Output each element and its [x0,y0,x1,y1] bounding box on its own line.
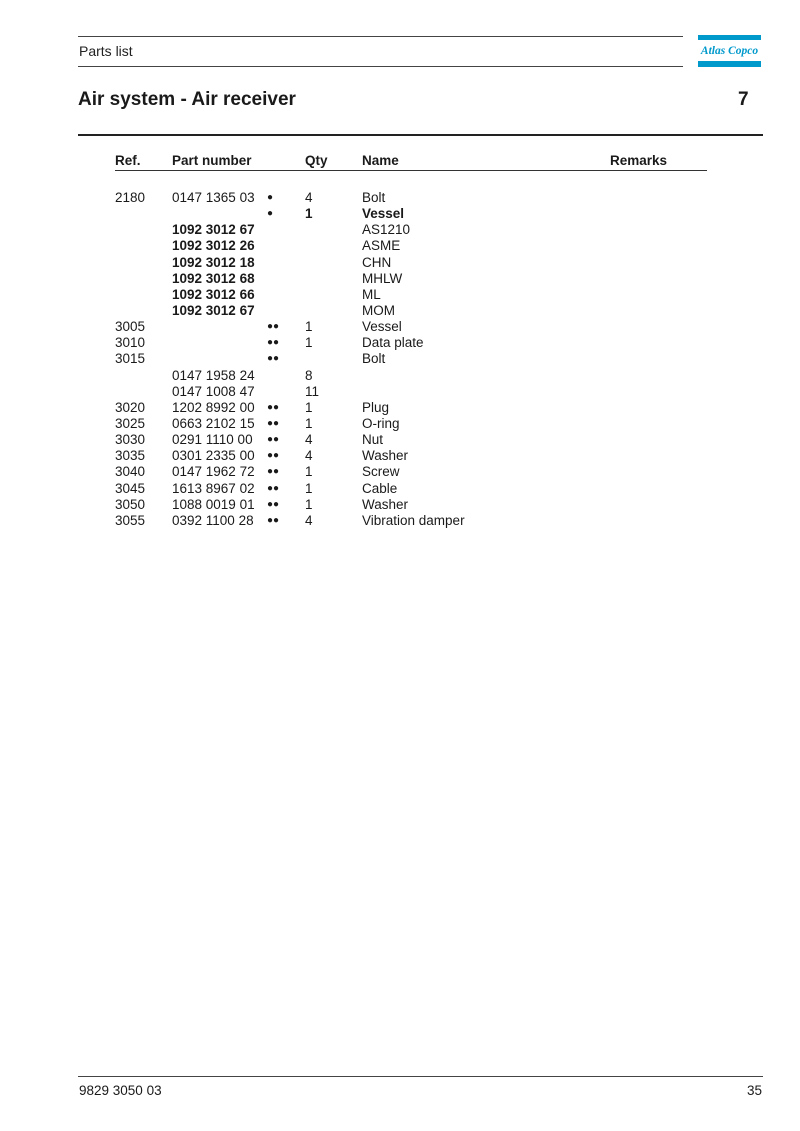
ref-cell: 3020 [115,399,146,415]
level-marker: ● [267,208,274,220]
level-marker: ● [267,192,274,203]
table-row [115,432,707,448]
name-cell: Washer [362,496,409,512]
name-cell: Nut [362,432,384,448]
name-cell: Bolt [362,190,386,205]
qty-cell: 1 [305,480,313,496]
page-title: Air system - Air receiver [78,89,296,110]
table-row [115,400,707,416]
level-marker: ●● [267,417,280,429]
part-number-cell: 1613 8967 02 [172,480,255,496]
level-marker: ●● [267,498,280,510]
qty-cell: 8 [305,367,313,383]
name-cell: Vibration damper [362,512,465,528]
table-header [115,153,707,171]
part-number-cell: 0392 1100 28 [172,512,254,528]
table-row [115,513,707,529]
page-number: 35 [746,1083,762,1098]
name-cell: Screw [362,464,400,480]
qty-cell: 4 [305,448,313,464]
part-number-cell: 1092 3012 68 [172,270,255,286]
col-header-remarks: Remarks [610,153,668,168]
table-row [115,319,707,335]
footer-rule [78,1076,763,1077]
ref-cell: 3025 [115,415,146,431]
level-marker: ●● [267,514,280,526]
part-number-cell: 0147 1962 72 [172,464,255,480]
col-header-ref: Ref. [115,153,141,168]
level-marker: ●● [267,466,280,478]
table-row [115,481,707,497]
name-cell: Data plate [362,335,424,351]
name-cell: Cable [362,480,398,496]
qty-cell: 1 [305,319,313,335]
col-header-name: Name [362,153,399,168]
table-row [115,222,707,238]
name-cell: AS1210 [362,222,411,238]
qty-cell: 11 [305,383,320,399]
name-cell: Plug [362,399,390,415]
name-cell: ASME [362,238,401,254]
table-body [115,190,707,529]
name-cell: Vessel [362,319,402,335]
title-rule [78,134,763,136]
ref-cell: 3045 [115,480,146,496]
qty-cell: 4 [305,512,313,528]
header-rule-bottom [78,66,683,67]
qty-cell: 4 [305,432,313,448]
part-number-cell: 0147 1365 03 [172,190,255,205]
qty-cell: 1 [305,464,313,480]
level-marker: ●● [267,401,280,413]
qty-cell: 1 [305,206,313,222]
ref-cell: 3055 [115,512,146,528]
parts-table [115,153,707,529]
ref-cell: 3010 [115,335,146,351]
svg-text:Atlas Copco: Atlas Copco [700,45,759,57]
ref-cell: 3035 [115,448,146,464]
name-cell: O-ring [362,415,400,431]
table-row [115,190,707,206]
name-cell: CHN [362,254,392,270]
header-rule-top [78,36,683,37]
atlas-copco-logo [698,35,761,67]
table-row [115,303,707,319]
table-row [115,206,707,222]
table-row [115,255,707,271]
table-row [115,464,707,480]
part-number-cell: 1088 0019 01 [172,496,255,512]
table-row [115,351,707,367]
part-number-cell: 0301 2335 00 [172,448,255,464]
level-marker: ●● [267,321,280,333]
part-number-cell: 1092 3012 67 [172,302,255,318]
name-cell: Vessel [362,206,405,222]
part-number-cell: 1202 8992 00 [172,399,255,415]
qty-cell: 4 [305,190,313,205]
name-cell: MHLW [362,270,403,286]
col-header-part-number: Part number [172,153,252,168]
table-row [115,287,707,303]
part-number-cell: 0147 1958 24 [172,367,255,383]
ref-cell: 3030 [115,432,146,448]
ref-cell: 3040 [115,464,146,480]
part-number-cell: 0147 1008 47 [172,383,255,399]
table-row [115,448,707,464]
level-marker: ●● [267,434,280,446]
level-marker: ●● [267,482,280,494]
table-row [115,416,707,432]
level-marker: ●● [267,450,280,462]
qty-cell: 1 [305,496,313,512]
document-number: 9829 3050 03 [79,1083,162,1098]
section-label: Parts list [79,43,133,59]
part-number-cell: 1092 3012 18 [172,254,255,270]
name-cell: MOM [362,302,395,318]
qty-cell: 1 [305,415,313,431]
ref-cell: 2180 [115,190,146,205]
table-row [115,368,707,384]
ref-cell: 3050 [115,496,146,512]
table-row [115,271,707,287]
part-number-cell: 0291 1110 00 [172,432,253,448]
table-row [115,335,707,351]
table-row [115,497,707,513]
ref-cell: 3005 [115,319,146,335]
part-number-cell: 1092 3012 67 [172,222,255,238]
name-cell: Bolt [362,351,386,367]
chapter-number: 7 [738,89,749,110]
name-cell: ML [362,286,381,302]
ref-cell: 3015 [115,351,146,367]
qty-cell: 1 [305,335,313,351]
table-row [115,384,707,400]
level-marker: ●● [267,353,280,365]
col-header-qty: Qty [305,153,328,168]
table-row [115,238,707,254]
qty-cell: 1 [305,399,313,415]
part-number-cell: 0663 2102 15 [172,415,255,431]
part-number-cell: 1092 3012 66 [172,286,255,302]
name-cell: Washer [362,448,409,464]
level-marker: ●● [267,337,280,349]
part-number-cell: 1092 3012 26 [172,238,255,254]
